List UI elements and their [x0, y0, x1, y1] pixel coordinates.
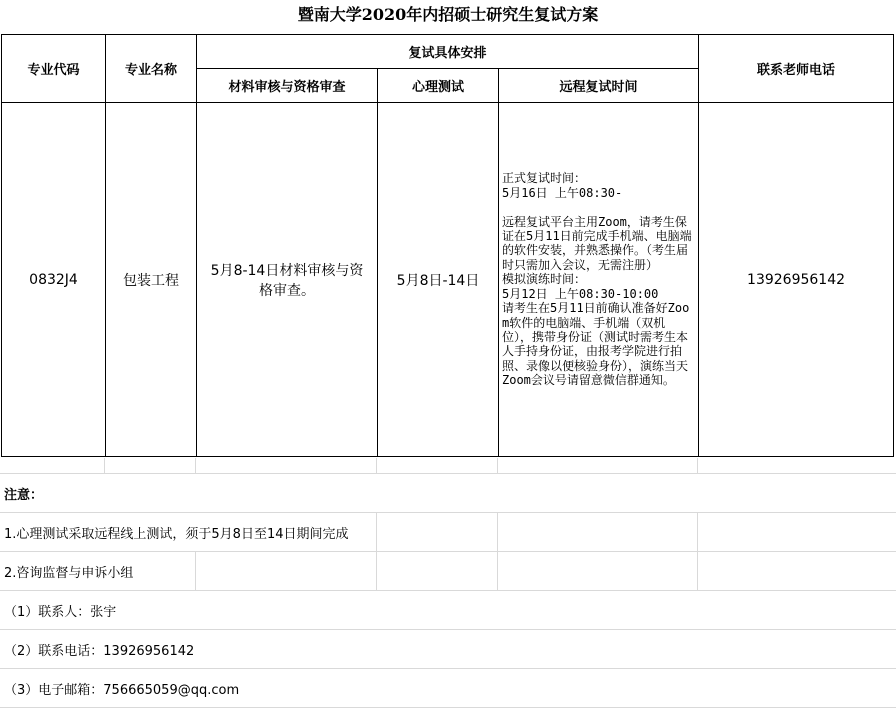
header-material: 材料审核与资格审查 [197, 69, 378, 103]
remote-line: 5月12日 上午08:30-10:00 [502, 286, 659, 301]
cell-material: 5月8-14日材料审核与资格审查。 [197, 103, 378, 457]
note-row-contact [0, 591, 896, 630]
header-row-1 [2, 35, 894, 69]
cell-code: 0832J4 [2, 103, 106, 457]
remote-line [502, 200, 695, 214]
header-psych: 心理测试 [378, 69, 499, 103]
notes-heading-row [0, 474, 896, 513]
remote-line: 远程复试平台主用Zoom，请考生保证在5月11日前完成手机端、电脑端的软件安装，并熟悉操作。（考生届时只需加入会议，无需注册） [502, 214, 692, 272]
note-contact: （1）联系人：张宇 [4, 604, 117, 620]
header-arrangement: 复试具体安排 [197, 35, 699, 69]
note-row-phone [0, 630, 896, 669]
header-phone: 联系老师电话 [699, 35, 894, 103]
remote-line: 正式复试时间： [502, 171, 587, 186]
notes-heading: 注意： [4, 487, 44, 503]
remote-line: 请考生在5月11日前确认准备好Zoom软件的电脑端、手机端（双机位），携带身份证（测试时需考生本人手持身份证，由报考学院进行拍照、录像以便核验身份），演练当天Zoom会议号请留意微信群通知。 [502, 301, 690, 388]
cell-phone: 13926956142 [699, 103, 894, 457]
note-row-2 [0, 552, 896, 591]
note-phone: （2）联系电话：13926956142 [4, 643, 195, 659]
note-row-email [0, 669, 896, 708]
table-row [2, 103, 894, 457]
remote-line: 5月16日 上午08:30- [502, 185, 623, 200]
blank-row [0, 458, 896, 474]
note-item-1: 1.心理测试采取远程线上测试，须于5月8日至14日期间完成 [4, 526, 349, 542]
cell-psych: 5月8日-14日 [378, 103, 499, 457]
note-item-2: 2.咨询监督与申诉小组 [4, 565, 134, 581]
note-row-1 [0, 513, 896, 552]
header-code: 专业代码 [2, 35, 106, 103]
retest-plan-table [1, 34, 894, 457]
document-title: 暨南大学2020年内招硕士研究生复试方案 [297, 5, 599, 24]
header-name: 专业名称 [106, 35, 197, 103]
cell-name: 包装工程 [106, 103, 197, 457]
cell-remote-time [499, 103, 699, 457]
notes-section [0, 458, 896, 708]
header-remote: 远程复试时间 [499, 69, 699, 103]
remote-line: 模拟演练时间： [502, 272, 587, 287]
note-email: （3）电子邮箱：756665059@qq.com [4, 682, 240, 698]
